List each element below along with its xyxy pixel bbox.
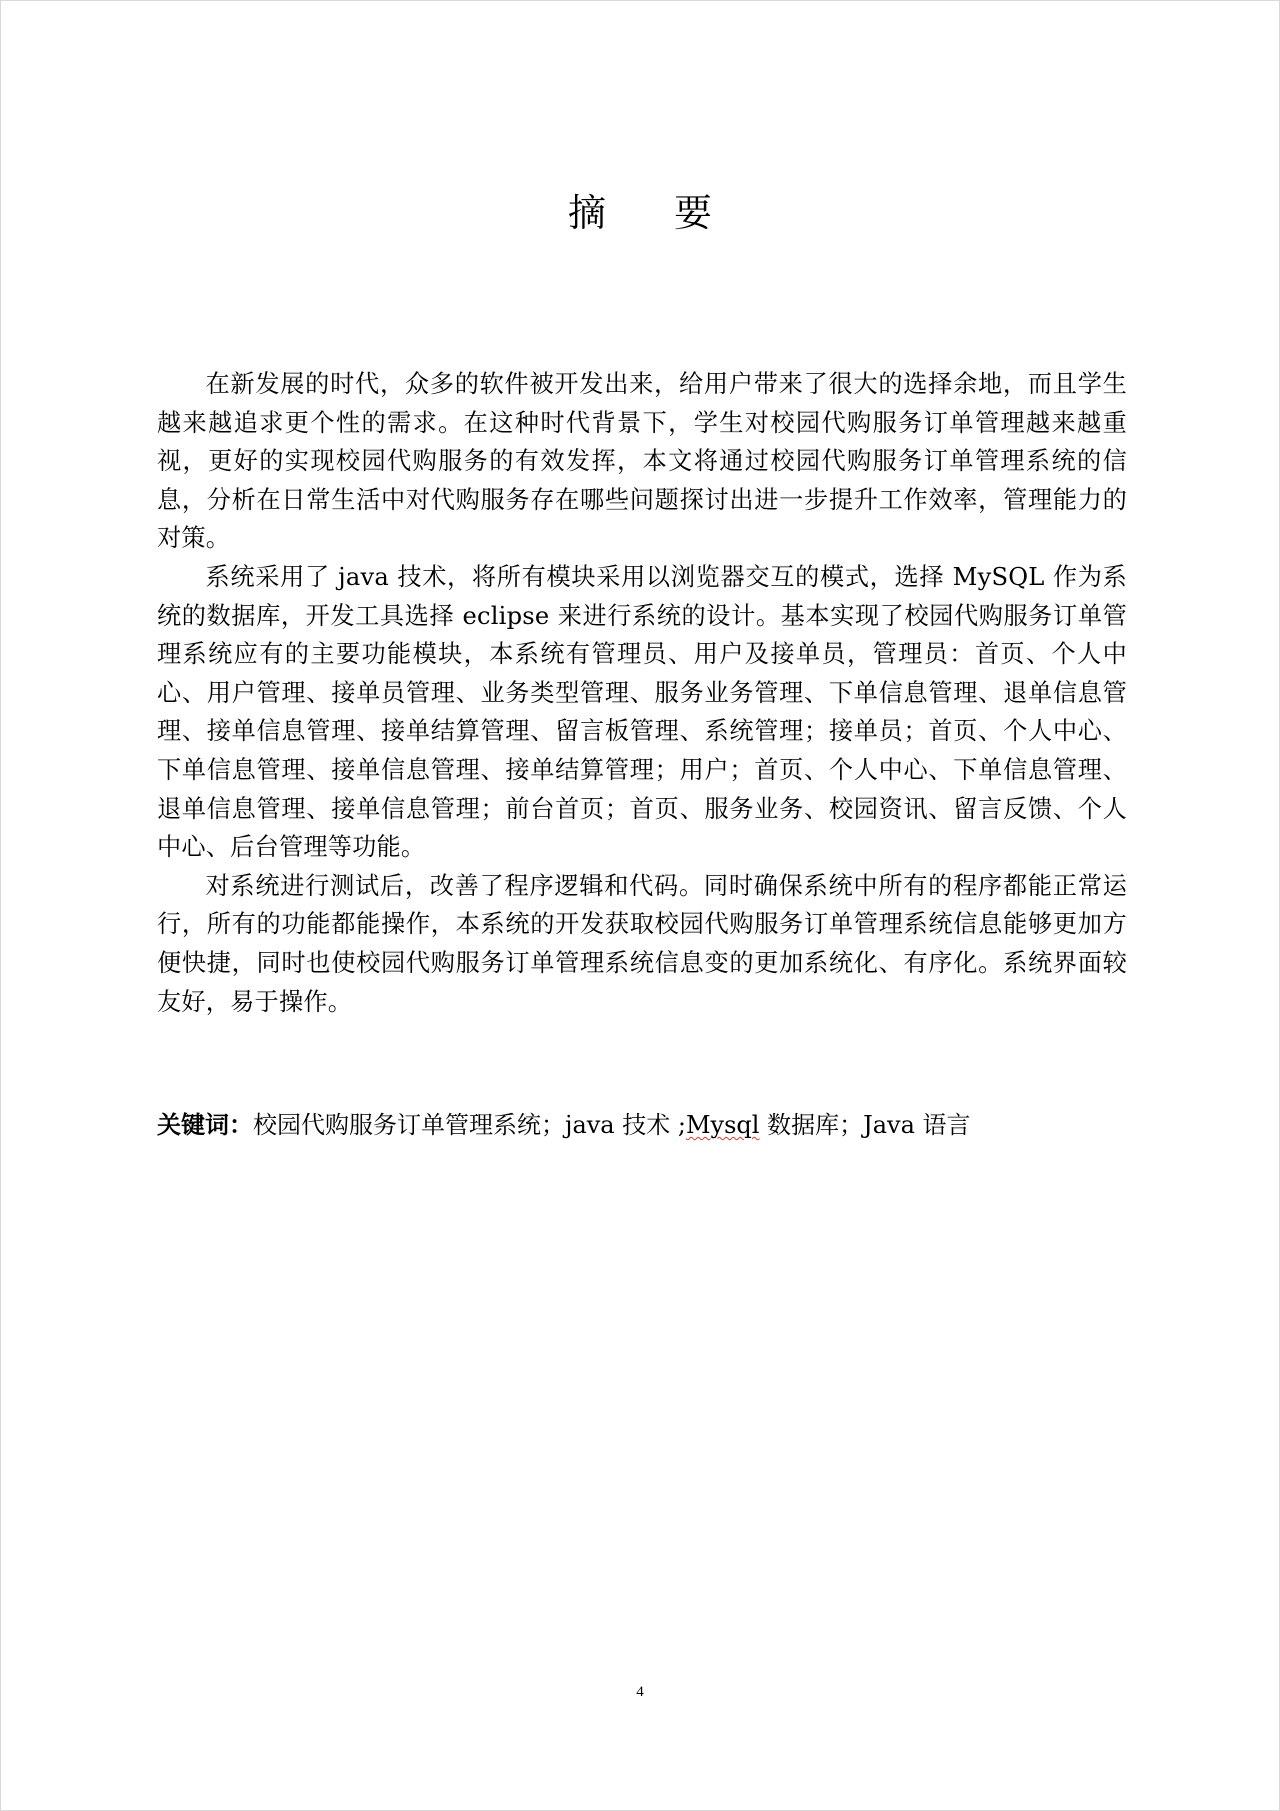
keywords-text-end: 数据库；Java 语言 bbox=[759, 1111, 971, 1139]
page-number: 4 bbox=[636, 1684, 644, 1700]
abstract-paragraph-1: 在新发展的时代，众多的软件被开发出来，给用户带来了很大的选择余地，而且学生越来越追求更个性的需求。在这种时代背景下，学生对校园代购服务订单管理越来越重视，更好的实现校园代购服务的有效发挥，本文将通过校园代购服务订单管理系统的信息，分析在日常生活中对代购服务存在哪些问题探讨出进一步提升工作效率，管理能力的对策。 bbox=[157, 370, 1127, 553]
page-title: 摘 要 bbox=[567, 191, 741, 235]
abstract-paragraph-3: 对系统进行测试后，改善了程序逻辑和代码。同时确保系统中所有的程序都能正常运行，所有的功能都能操作，本系统的开发获取校园代购服务订单管理系统信息能够更加方便快捷，同时也使校园代购服务订单管理系统信息变的更加系统化、有序化。系统界面较友好，易于操作。 bbox=[157, 871, 1127, 1016]
abstract-paragraph-2: 系统采用了 java 技术，将所有模块采用以浏览器交互的模式，选择 MySQL 作为系统的数据库，开发工具选择 eclipse 来进行系统的设计。基本实现了校园代购服务订单管理系统应有的主要功能模块，本系统有管理员、用户及接单员，管理员：首页、个人中心、用户管理、接单员管理、业务类型管理、服务业务管理、下单信息管理、退单信息管理、接单信息管理、接单结算管理、留言板管理、系统管理；接单员；首页、个人中心、下单信息管理、接单信息管理、接单结算管理；用户；首页、个人中心、下单信息管理、退单信息管理、接单信息管理；前台首页；首页、服务业务、校园资讯、留言反馈、个人中心、后台管理等功能。 bbox=[157, 562, 1127, 862]
keywords-text: 校园代购服务订单管理系统；java 技术 ; bbox=[253, 1111, 686, 1139]
keywords-line bbox=[157, 1106, 1127, 1144]
abstract-body bbox=[157, 365, 1127, 1021]
keywords-label: 关键词： bbox=[157, 1111, 253, 1139]
spellcheck-marked-word: Mysql bbox=[685, 1111, 760, 1139]
